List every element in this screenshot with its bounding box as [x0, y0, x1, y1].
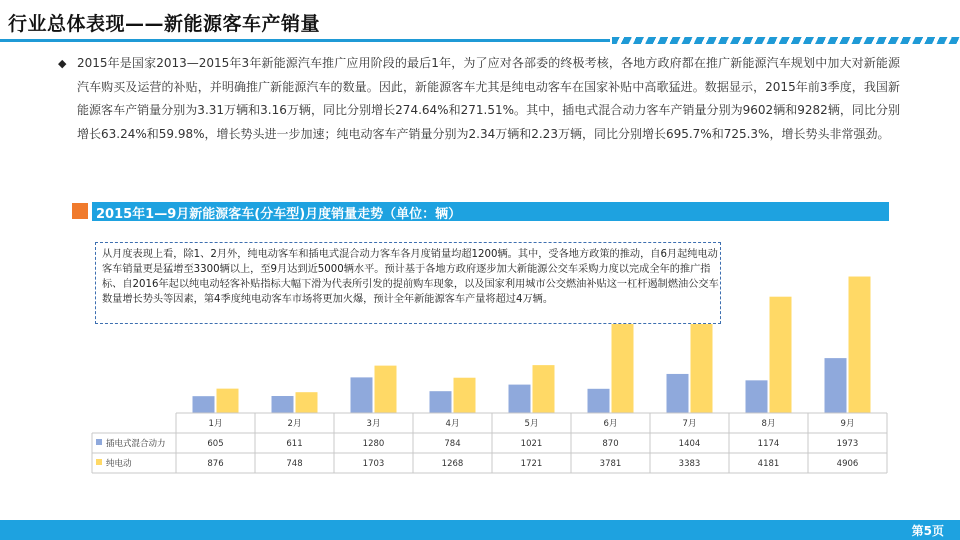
data-table-value: 1703	[362, 459, 385, 469]
x-tick-label: 1月	[208, 419, 223, 429]
data-table-value: 3383	[678, 459, 701, 469]
data-table-value: 3781	[599, 459, 622, 469]
bar-ev-7	[691, 319, 713, 413]
legend-swatch-phev	[96, 439, 102, 445]
data-table-value: 1280	[362, 439, 385, 449]
bar-phev-8	[746, 380, 768, 413]
bar-ev-5	[533, 365, 555, 413]
section-title: 2015年1—9月新能源客车(分车型)月度销量走势（单位：辆）	[96, 207, 462, 222]
x-tick-label: 6月	[603, 419, 618, 429]
diamond-bullet-icon: ◆	[58, 57, 67, 70]
x-tick-label: 3月	[366, 419, 381, 429]
x-tick-label: 7月	[682, 419, 697, 429]
bar-phev-1	[193, 396, 215, 413]
page-number: 第5页	[911, 524, 944, 538]
data-table-value: 1268	[441, 459, 464, 469]
bar-ev-9	[849, 277, 871, 413]
x-tick-label: 4月	[445, 419, 460, 429]
data-table-value: 1404	[678, 439, 701, 449]
legend-label: 插电式混合动力	[106, 439, 166, 449]
bar-ev-4	[454, 378, 476, 413]
bar-ev-1	[217, 389, 239, 413]
page-title: 行业总体表现——新能源客车产销量	[8, 13, 321, 35]
x-tick-label: 2月	[287, 419, 302, 429]
data-table-value: 4181	[757, 459, 780, 469]
intro-text: 2015年是国家2013—2015年3年新能源汽车推广应用阶段的最后1年，为了应对各部委的终极考核，各地方政府都在推广新能源汽车规划中加大对新能源汽车购买及运营的补贴，并明确推广新能源汽车的数量。因此，新能源客车尤其是纯电动客车在国家补贴中高歌猛进。数据显示，2015年前3季度，我国新能源客车产销量分别为3.31万辆和3.16万辆，同比分别增长274.64%和271.51%。其中，插电式混合动力客车产销量分别为9602辆和9282辆，同比分别增长63.24%和59.98%，增长势头进一步加速；纯电动客车产销量分别为2.34万辆和2.23万辆，同比分别增长695.7%和725.3%，增长势头非常强劲。	[77, 56, 900, 141]
data-table-value: 1021	[520, 439, 543, 449]
data-table-value: 1174	[757, 439, 780, 449]
data-table-value: 1721	[520, 459, 543, 469]
data-table-value: 605	[207, 439, 224, 449]
x-tick-label: 5月	[524, 419, 539, 429]
x-tick-label: 9月	[840, 419, 855, 429]
bar-phev-3	[351, 377, 373, 413]
bar-phev-6	[588, 389, 610, 413]
data-table-value: 748	[286, 459, 303, 469]
x-tick-label: 8月	[761, 419, 776, 429]
bar-phev-2	[272, 396, 294, 413]
bar-ev-2	[296, 392, 318, 413]
bar-ev-3	[375, 366, 397, 413]
data-table-value: 876	[207, 459, 224, 469]
bar-phev-4	[430, 391, 452, 413]
data-table-value: 4906	[836, 459, 859, 469]
bar-phev-5	[509, 385, 531, 413]
data-table-value: 1973	[836, 439, 859, 449]
data-table-value: 611	[286, 439, 303, 449]
legend-label: 纯电动	[106, 459, 132, 469]
footer-bar	[0, 520, 960, 540]
bar-phev-7	[667, 374, 689, 413]
bar-ev-8	[770, 297, 792, 413]
legend-swatch-ev	[96, 459, 102, 465]
chart-annotation-box: 从月度表现上看，除1、2月外，纯电动客车和插电式混合动力客车各月度销量均超1200辆。其中，受各地方政策的推动，自6月起纯电动客车销量更是猛增至3300辆以上，至9月达到近5000辆水平。预计基于各地方政府逐步加大新能源公交车采购力度以完成全年的推广指标、自2016年起以纯电动轻客补贴指标大幅下滑为代表所引发的提前购车现象，以及国家利用城市公交燃油补贴这一杠杆遏制燃油公交车数量增长势头等因素，第4季度纯电动客车市场将更加火爆，预计全年新能源客车产量将超过4万辆。	[95, 242, 721, 324]
bar-phev-9	[825, 358, 847, 413]
data-table-value: 784	[444, 439, 461, 449]
data-table-value: 870	[602, 439, 619, 449]
